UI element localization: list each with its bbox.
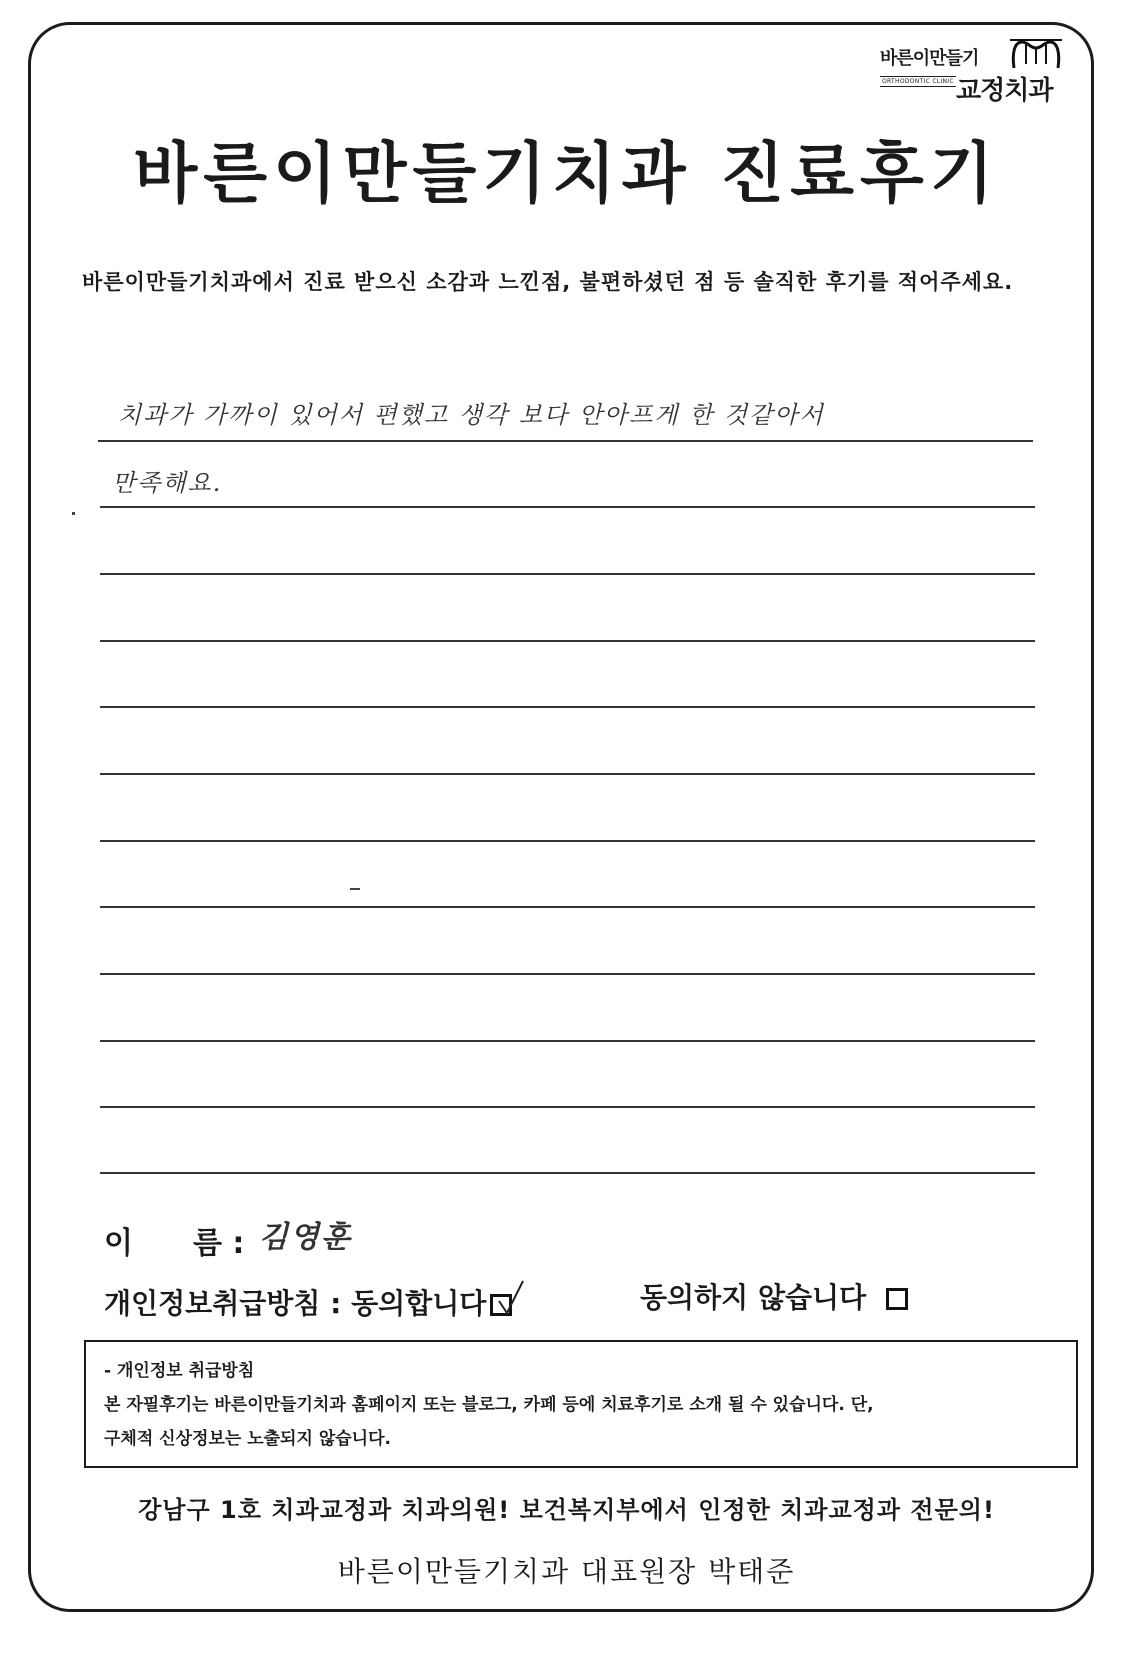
clinic-logo — [880, 34, 1070, 104]
writing-line — [100, 773, 1035, 775]
privacy-body-2: 구체적 신상정보는 노출되지 않습니다. — [104, 1429, 391, 1449]
consent-label: 개인정보취급방침 : 동의합니다 — [104, 1287, 487, 1320]
consent-agree — [104, 1282, 512, 1322]
intro-text: 바른이만들기치과에서 진료 받으신 소감과 느낀점, 불편하셨던 점 등 솔직한 후기를 적어주세요. — [82, 270, 1014, 294]
review-line-2[interactable]: 만족해요. — [112, 469, 223, 497]
scan-mark — [72, 512, 75, 515]
name-label-a: 이 — [104, 1226, 133, 1261]
writing-line — [100, 1040, 1035, 1042]
privacy-notice — [84, 1340, 1078, 1468]
page-title: 바른이만들기치과 진료후기 — [133, 135, 1000, 212]
writing-line — [100, 906, 1035, 908]
privacy-heading: - 개인정보 취급방침 — [104, 1361, 255, 1381]
agree-checkbox[interactable] — [490, 1294, 512, 1316]
privacy-body-1: 본 자필후기는 바른이만들기치과 홈페이지 또는 블로그, 카페 등에 치료후기로 소개 될 수 있습니다. 단, — [104, 1395, 874, 1415]
review-line-1[interactable]: 치과가 가까이 있어서 편했고 생각 보다 안아프게 한 것같아서 — [118, 401, 825, 429]
check-mark-icon — [497, 1279, 527, 1319]
writing-line — [100, 973, 1035, 975]
logo-name: 바른이만들기 — [880, 48, 979, 69]
writing-line — [100, 1172, 1035, 1174]
writing-line — [100, 506, 1035, 508]
name-row — [104, 1218, 352, 1262]
footer-tagline: 강남구 1호 치과교정과 치과의원! 보건복지부에서 인정한 치과교정과 전문의! — [138, 1496, 995, 1524]
writing-line — [100, 840, 1035, 842]
writing-line — [98, 440, 1033, 442]
logo-clinic: 교정치과 — [956, 76, 1053, 106]
consent-disagree — [640, 1276, 908, 1316]
tooth-logo-icon — [1008, 34, 1064, 74]
footer-signature: 바른이만들기치과 대표원장 박태준 — [337, 1555, 796, 1588]
disagree-checkbox[interactable] — [886, 1288, 908, 1310]
name-label-b: 름 : — [192, 1226, 245, 1261]
logo-english: ORTHODONTIC CLINIC — [882, 78, 954, 85]
writing-line — [100, 706, 1035, 708]
name-value[interactable]: 김영훈 — [258, 1220, 352, 1255]
writing-line — [100, 1106, 1035, 1108]
writing-line — [100, 573, 1035, 575]
scan-mark — [350, 888, 360, 890]
disagree-label: 동의하지 않습니다 — [640, 1281, 867, 1314]
writing-line — [100, 640, 1035, 642]
